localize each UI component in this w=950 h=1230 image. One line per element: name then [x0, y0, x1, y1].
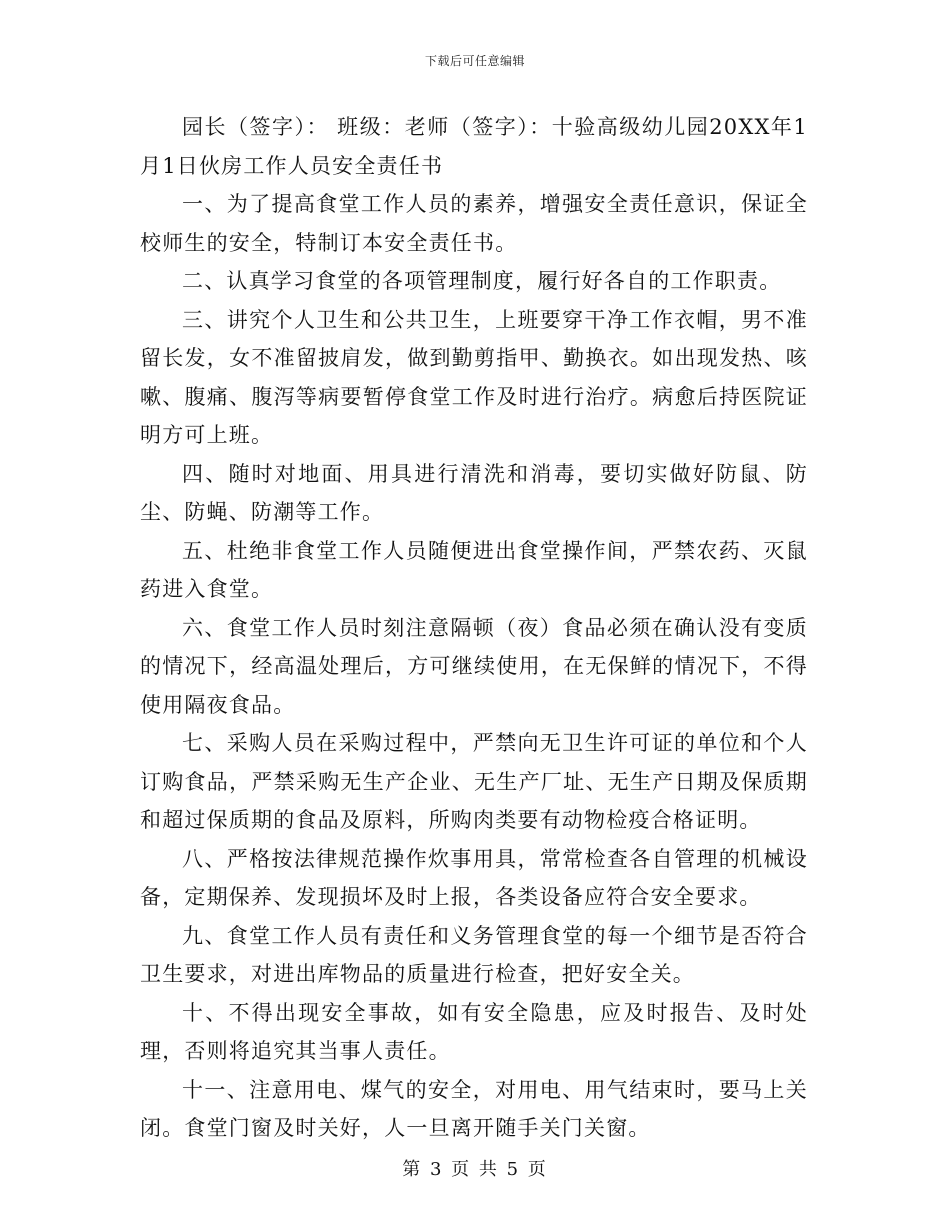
- paragraph-item-10: 十、不得出现安全事故，如有安全隐患，应及时报告、及时处理，否则将追究其当事人责任。: [140, 1000, 808, 1063]
- paragraph-item-9: 九、食堂工作人员有责任和义务管理食堂的每一个细节是否符合卫生要求，对进出库物品的质量进行检查，把好安全关。: [140, 923, 808, 986]
- paragraph-item-8: 八、严格按法律规范操作炊事用具，常常检查各自管理的机械设备，定期保养、发现损坏及时上报，各类设备应符合安全要求。: [140, 846, 808, 909]
- paragraph-item-6: 六、食堂工作人员时刻注意隔顿（夜）食品必须在确认没有变质的情况下，经高温处理后，方可继续使用，在无保鲜的情况下，不得使用隔夜食品。: [140, 615, 808, 717]
- paragraph-item-11: 十一、注意用电、煤气的安全，对用电、用气结束时，要马上关闭。食堂门窗及时关好，人一旦离开随手关门关窗。: [140, 1077, 808, 1140]
- document-body: [140, 108, 808, 1148]
- page-number: 第 3 页 共 5 页: [402, 1159, 548, 1180]
- paragraph-item-1: 一、为了提高食堂工作人员的素养，增强安全责任意识，保证全校师生的安全，特制订本安全责任书。: [140, 192, 808, 255]
- page-header: 下载后可任意编辑: [424, 54, 525, 68]
- paragraph-item-2: 二、认真学习食堂的各项管理制度，履行好各自的工作职责。: [182, 269, 782, 293]
- paragraph-signature-title: 园长（签字）： 班级：老师（签字）：十验高级幼儿园20XX年1月1日伙房工作人员安全责任书: [140, 115, 808, 178]
- paragraph-item-5: 五、杜绝非食堂工作人员随便进出食堂操作间，严禁农药、灭鼠药进入食堂。: [140, 538, 808, 601]
- paragraph-item-7: 七、采购人员在采购过程中，严禁向无卫生许可证的单位和个人订购食品，严禁采购无生产企业、无生产厂址、无生产日期及保质期和超过保质期的食品及原料，所购肉类要有动物检疫合格证明。: [140, 731, 808, 832]
- paragraph-item-4: 四、随时对地面、用具进行清洗和消毒，要切实做好防鼠、防尘、防蝇、防潮等工作。: [140, 461, 808, 524]
- paragraph-item-3: 三、讲究个人卫生和公共卫生，上班要穿干净工作衣帽，男不准留长发，女不准留披肩发，做到勤剪指甲、勤换衣。如出现发热、咳嗽、腹痛、腹泻等病要暂停食堂工作及时进行治疗。病愈后持医院证明方可上班。: [140, 307, 808, 447]
